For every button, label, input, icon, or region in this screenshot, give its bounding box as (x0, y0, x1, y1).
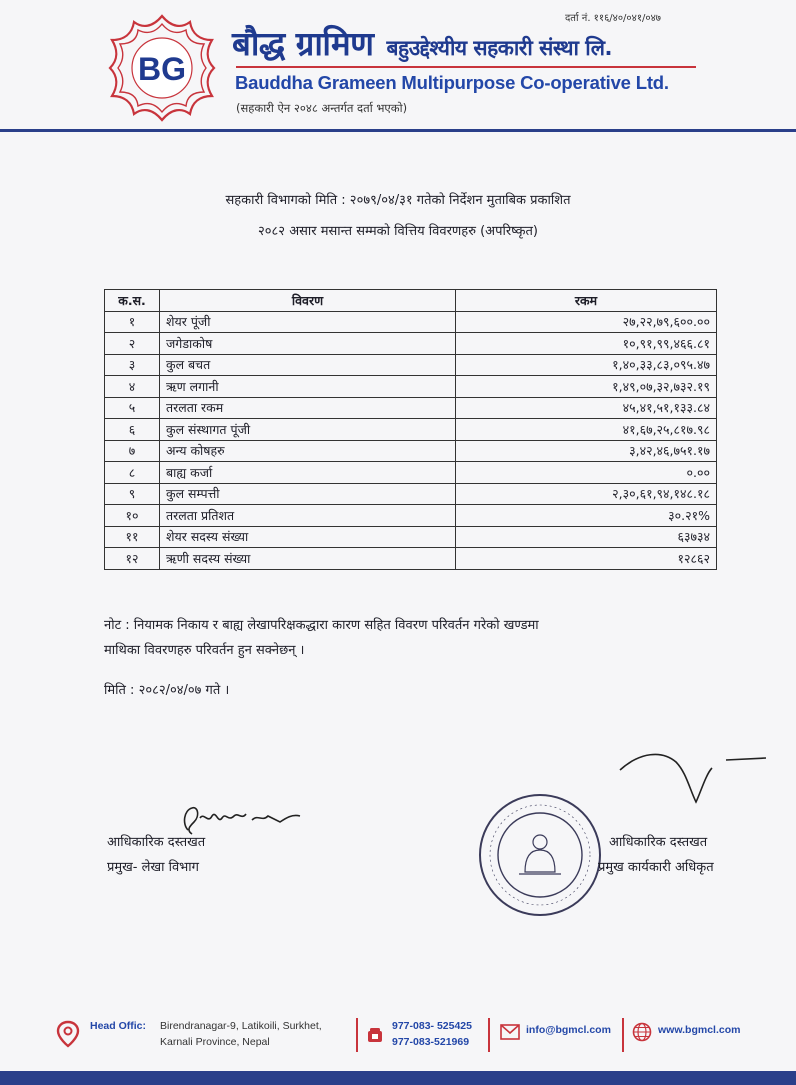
cell-description: ऋणी सदस्य संख्या (160, 548, 456, 570)
table-row (105, 505, 717, 527)
cell-sn: २ (105, 333, 160, 355)
cell-description: कुल संस्थागत पूंजी (160, 419, 456, 441)
col-header-amount: रकम (456, 290, 717, 312)
financial-table (104, 289, 717, 570)
cell-amount: ३,४२,४६,७५१.१७ (456, 440, 717, 462)
col-header-description: विवरण (160, 290, 456, 312)
address-line-1: Birendranagar-9, Latikoili, Surkhet, (160, 1020, 322, 1032)
cell-amount: १०,९१,९९,४६६.८१ (456, 333, 717, 355)
table-row (105, 333, 717, 355)
cell-amount: ६३७३४ (456, 526, 717, 548)
company-logo (106, 12, 218, 124)
cell-sn: १ (105, 311, 160, 333)
cell-amount: २७,२२,७९,६००.०० (456, 311, 717, 333)
cell-description: अन्य कोषहरु (160, 440, 456, 462)
table-row (105, 397, 717, 419)
cell-sn: ८ (105, 462, 160, 484)
table-row (105, 354, 717, 376)
cell-description: कुल सम्पत्ती (160, 483, 456, 505)
cell-sn: ३ (105, 354, 160, 376)
cell-description: जगेडाकोष (160, 333, 456, 355)
cell-description: शेयर सदस्य संख्या (160, 526, 456, 548)
table-row (105, 548, 717, 570)
mail-icon (500, 1024, 520, 1040)
right-signature-role: प्रमुख कार्यकारी अधिकृत (598, 860, 714, 875)
cell-sn: ६ (105, 419, 160, 441)
title-divider (236, 66, 696, 68)
globe-icon (632, 1022, 652, 1042)
header-rule (0, 129, 796, 132)
cell-description: तरलता रकम (160, 397, 456, 419)
cell-amount: ४५,४१,५१,१३३.८४ (456, 397, 717, 419)
registration-number: दर्ता नं. ११६/४०/०४१/०४७ (565, 13, 661, 24)
cell-amount: १,४९,०७,३२,७३२.१९ (456, 376, 717, 398)
right-handwritten-signature (590, 740, 770, 830)
cell-amount: १,४०,३३,८३,०९५.४७ (456, 354, 717, 376)
cell-amount: १२८६२ (456, 548, 717, 570)
cell-sn: ११ (105, 526, 160, 548)
company-name-nepali-suffix: बहुउद्देश्यीय सहकारी संस्था लि. (386, 36, 612, 60)
col-header-sn: क.स. (105, 290, 160, 312)
table-row (105, 376, 717, 398)
address-line-2: Karnali Province, Nepal (160, 1036, 270, 1048)
cell-amount: ३०.२१% (456, 505, 717, 527)
footer-separator (622, 1018, 624, 1052)
table-row (105, 440, 717, 462)
cell-amount: ०.०० (456, 462, 717, 484)
head-office-label: Head Offic: (90, 1020, 147, 1032)
table-row (105, 419, 717, 441)
footer-separator (356, 1018, 358, 1052)
location-pin-icon (56, 1020, 80, 1048)
cell-description: तरलता प्रतिशत (160, 505, 456, 527)
cell-sn: ४ (105, 376, 160, 398)
company-name-nepali (232, 20, 612, 65)
right-signature-title: आधिकारिक दस्तखत (609, 835, 708, 850)
official-seal (475, 790, 605, 920)
seal-buddha-icon (519, 835, 561, 874)
cell-sn: १२ (105, 548, 160, 570)
footer-separator (488, 1018, 490, 1052)
left-signature-role: प्रमुख- लेखा विभाग (107, 860, 199, 875)
cell-amount: ४१,६७,२५,८१७.९८ (456, 419, 717, 441)
notice-line-2: २०८२ असार मसान्त सम्मको वित्तिय विवरणहरु (अपरिष्कृत) (258, 224, 538, 239)
website-link[interactable]: www.bgmcl.com (658, 1024, 741, 1036)
cell-description: शेयर पूंजी (160, 311, 456, 333)
note-line-1: नोट : नियामक निकाय र बाह्य लेखापरिक्षकद्धारा कारण सहित विवरण परिवर्तन गरेको खण्डमा (104, 618, 539, 633)
email-address[interactable]: info@bgmcl.com (526, 1024, 611, 1036)
note-line-2: माथिका विवरणहरु परिवर्तन हुन सक्नेछन् । (104, 643, 305, 658)
phone-icon (366, 1026, 384, 1044)
cell-sn: १० (105, 505, 160, 527)
cell-sn: ७ (105, 440, 160, 462)
cell-sn: ५ (105, 397, 160, 419)
company-name-nepali-main: बौद्ध ग्रामिण (232, 24, 374, 63)
phone-number-1: 977-083- 525425 (392, 1020, 472, 1032)
table-row (105, 462, 717, 484)
table-row (105, 483, 717, 505)
table-row (105, 526, 717, 548)
company-name-english: Bauddha Grameen Multipurpose Co-operative Ltd. (235, 72, 669, 93)
issue-date: मिति : २०८२/०४/०७ गते । (104, 683, 230, 698)
cell-sn: ९ (105, 483, 160, 505)
left-signature-title: आधिकारिक दस्तखत (107, 835, 206, 850)
table-row (105, 311, 717, 333)
cell-description: बाह्य कर्जा (160, 462, 456, 484)
table-header-row (105, 290, 717, 312)
phone-number-2: 977-083-521969 (392, 1036, 470, 1048)
footer-bar (0, 1071, 796, 1085)
registration-note: (सहकारी ऐन २०४८ अन्तर्गत दर्ता भएको) (236, 101, 408, 115)
logo-letters: BG (138, 51, 186, 87)
cell-description: कुल बचत (160, 354, 456, 376)
notice-line-1: सहकारी विभागको मिति : २०७९/०४/३१ गतेको निर्देशन मुताबिक प्रकाशित (225, 193, 571, 208)
cell-description: ऋण लगानी (160, 376, 456, 398)
cell-amount: २,३०,६१,९४,१४८.१८ (456, 483, 717, 505)
